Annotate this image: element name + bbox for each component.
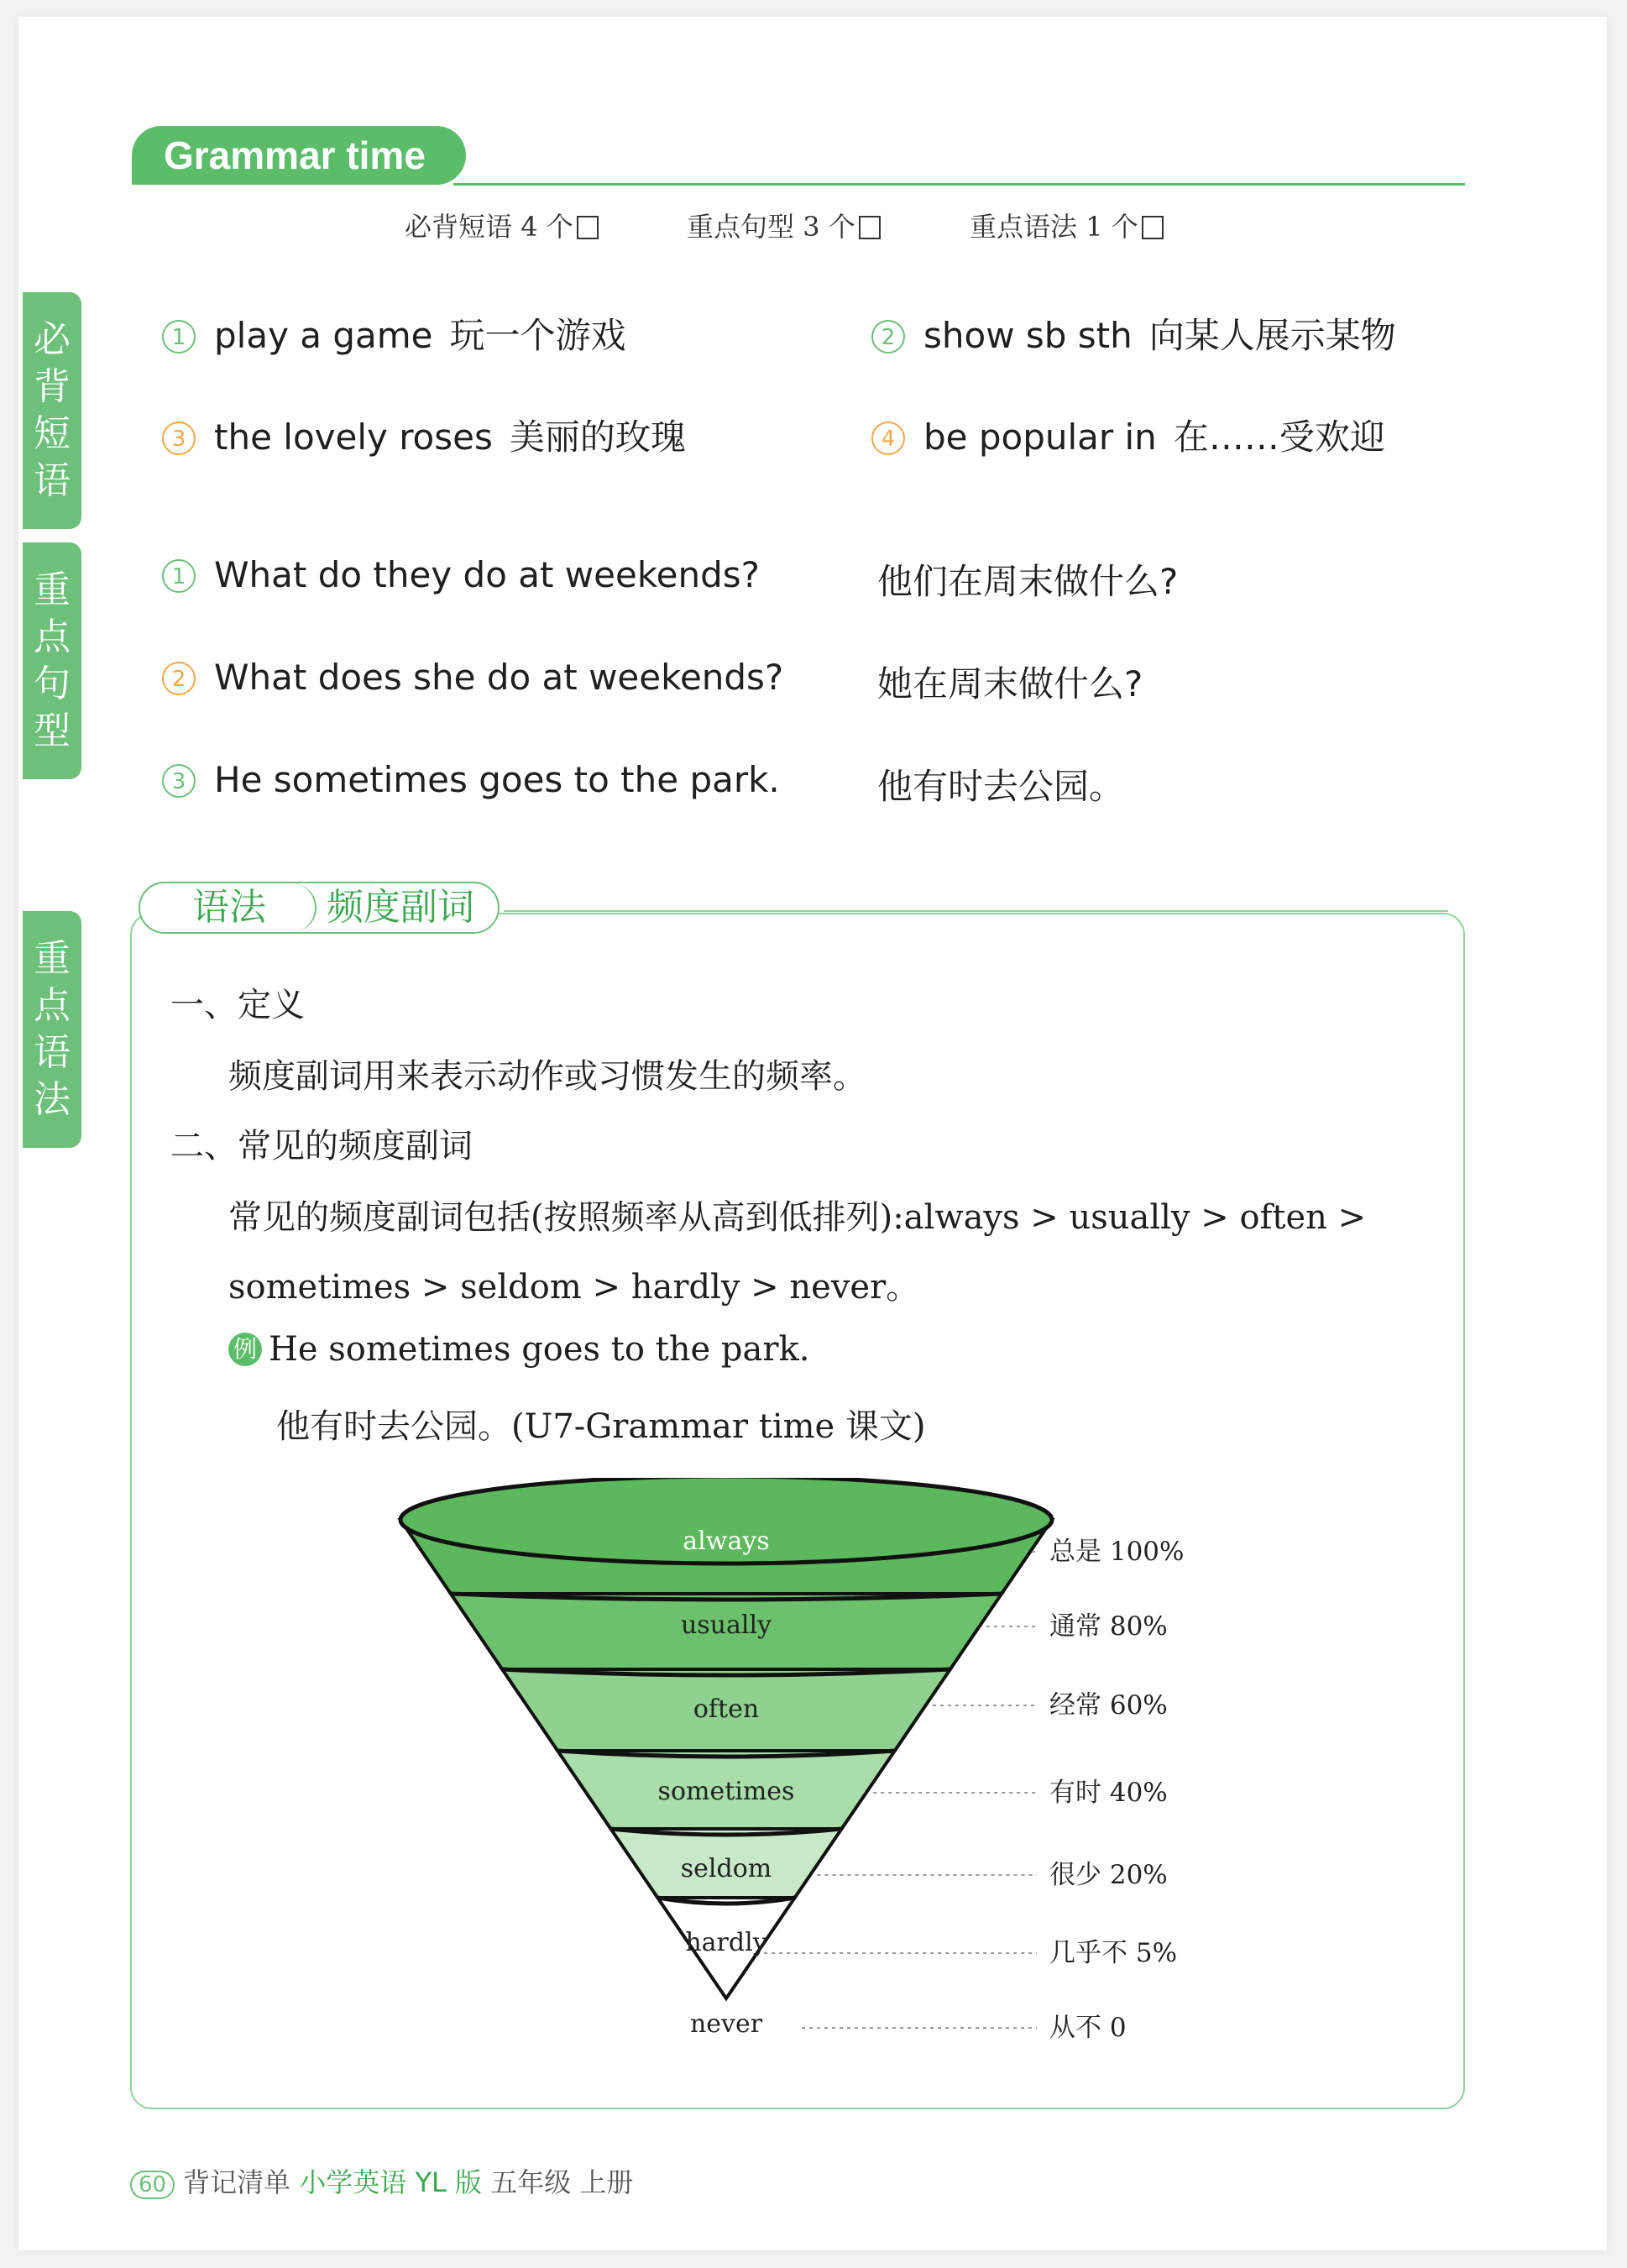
phrase-item: 2 show sb sth 向某人展示某物	[871, 308, 1396, 359]
number-badge: 4	[871, 422, 905, 455]
sentence-en: 2 What does she do at weekends?	[162, 657, 783, 698]
checkbox[interactable]	[577, 216, 599, 239]
section-heading: 二、常见的频度副词	[170, 1127, 473, 1165]
grammar-tab-left: 语法	[140, 883, 317, 932]
sentence-zh: 他们在周末做什么?	[877, 561, 1179, 602]
funnel-label: 几乎不 5%	[1049, 1938, 1178, 1968]
checkbox[interactable]	[859, 216, 881, 239]
section-heading: 一、定义	[170, 986, 305, 1024]
funnel-label: 很少 20%	[1049, 1860, 1168, 1890]
example-icon: 例	[228, 1333, 262, 1366]
funnel-word: usually	[680, 1611, 772, 1640]
frequency-funnel-chart	[353, 1478, 1276, 2066]
count-sentences: 重点句型 3 个	[687, 206, 881, 244]
funnel-word: sometimes	[657, 1777, 795, 1806]
example-translation: 他有时去公园。(U7-Grammar time 课文)	[276, 1407, 926, 1446]
number-badge: 3	[162, 764, 196, 798]
count-phrases: 必背短语 4 个	[405, 206, 599, 244]
funnel-word: hardly	[685, 1928, 767, 1957]
number-badge: 2	[162, 662, 196, 695]
footer: 60 背记清单 小学英语 YL 版 五年级 上册	[130, 2161, 633, 2200]
phrase-item: 1 play a game 玩一个游戏	[162, 308, 626, 359]
count-grammar: 重点语法 1 个	[970, 206, 1164, 244]
funnel-word: often	[693, 1694, 760, 1724]
phrase-item: 4 be popular in 在……受欢迎	[871, 410, 1385, 460]
sentence-zh: 她在周末做什么?	[877, 663, 1143, 704]
funnel-label: 通常 80%	[1049, 1611, 1168, 1642]
number-badge: 1	[162, 320, 196, 354]
header-divider	[453, 183, 1465, 186]
funnel-word: never	[689, 2009, 763, 2039]
sentence-en: 3 He sometimes goes to the park.	[162, 759, 780, 800]
number-badge: 3	[162, 422, 196, 455]
example-sentence: 例 He sometimes goes to the park.	[228, 1330, 809, 1369]
funnel-label: 经常 60%	[1049, 1690, 1168, 1721]
side-tab-sentences: 重 点 句 型	[23, 542, 81, 779]
definition-text: 频度副词用来表示动作或习惯发生的频率。	[228, 1057, 866, 1096]
grammar-tab	[139, 882, 500, 934]
checkbox[interactable]	[1142, 216, 1164, 239]
sentence-en: 1 What do they do at weekends?	[162, 554, 760, 595]
phrase-item: 3 the lovely roses 美丽的玫瑰	[162, 410, 686, 460]
side-tab-grammar: 重 点 语 法	[23, 911, 81, 1148]
number-badge: 1	[162, 559, 196, 593]
funnel-word: always	[683, 1527, 770, 1556]
funnel-word: seldom	[680, 1854, 772, 1883]
funnel-label: 从不 0	[1049, 2013, 1127, 2043]
page-number: 60	[130, 2171, 175, 2199]
side-tab-phrases: 必 背 短 语	[23, 292, 81, 529]
adverb-list-line: 常见的频度副词包括(按照频率从高到低排列):always > usually > often >	[228, 1198, 1367, 1237]
grammar-divider	[504, 910, 1448, 912]
section-title: Grammar time	[132, 126, 466, 185]
adverb-list-line: sometimes > seldom > hardly > never。	[228, 1268, 920, 1307]
grammar-tab-right: 频度副词	[327, 886, 474, 929]
number-badge: 2	[871, 320, 905, 354]
funnel-label: 有时 40%	[1049, 1778, 1168, 1808]
funnel-label: 总是 100%	[1049, 1537, 1185, 1567]
sentence-zh: 他有时去公园。	[877, 766, 1125, 807]
